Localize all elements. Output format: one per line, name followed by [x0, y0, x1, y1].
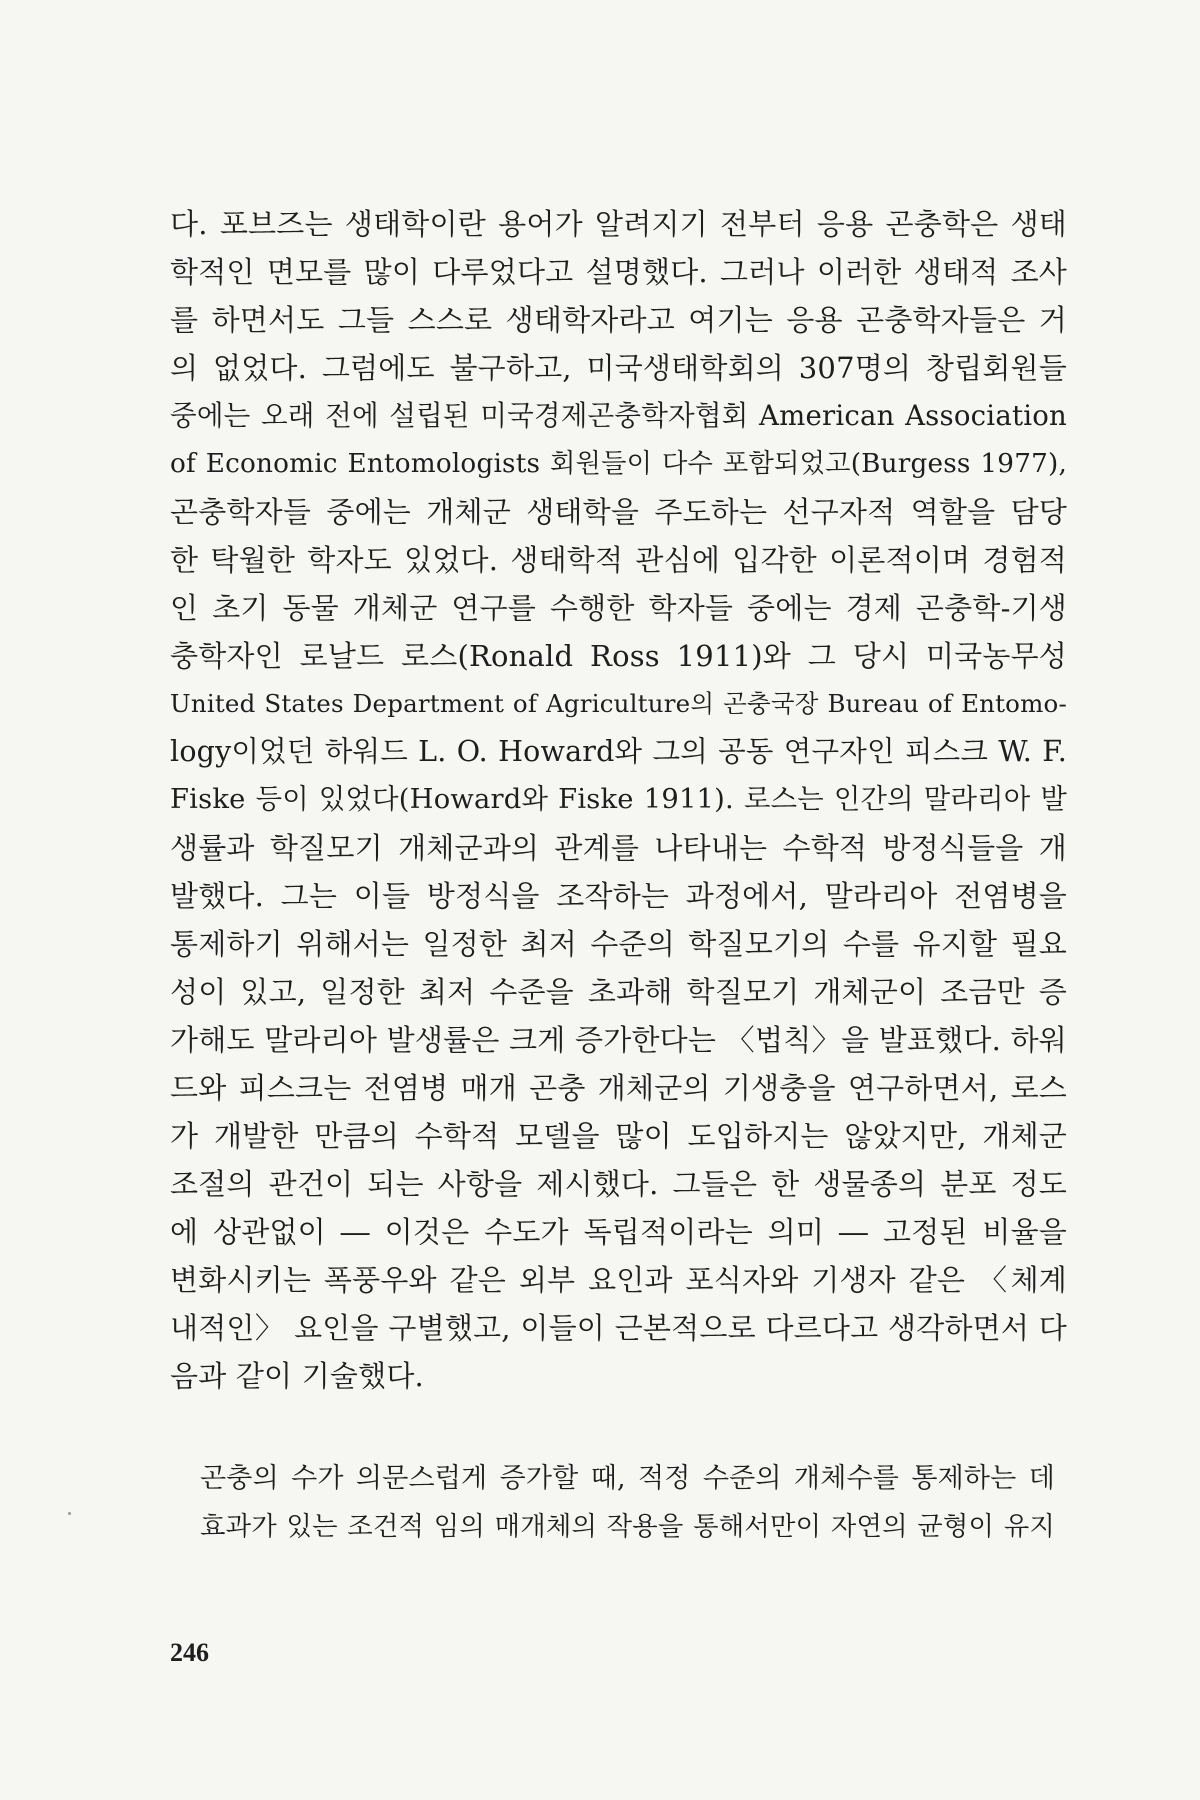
body-line: 곤충학자들 중에는 개체군 생태학을 주도하는 선구자적 역할을 담당 [170, 495, 1067, 529]
body-line: 가해도 말라리아 발생률은 크게 증가한다는 〈법칙〉을 발표했다. 하워 [170, 1023, 1067, 1057]
page-number: 246 [170, 1638, 209, 1667]
scan-speck [68, 1512, 71, 1515]
body-line-last: 음과 같이 기술했다. [170, 1359, 424, 1393]
quote-line: 곤충의 수가 의문스럽게 증가할 때, 적정 수준의 개체수를 통제하는 데 [200, 1463, 1055, 1494]
body-line: 다. 포브즈는 생태학이란 용어가 알려지기 전부터 응용 곤충학은 생태 [170, 207, 1067, 241]
body-line: 를 하면서도 그들 스스로 생태학자라고 여기는 응용 곤충학자들은 거 [170, 303, 1067, 337]
body-line: 의 없었다. 그럼에도 불구하고, 미국생태학회의 307명의 창립회원들 [170, 351, 1067, 385]
body-line: 중에는 오래 전에 설립된 미국경제곤충학자협회 American Association [170, 399, 1067, 432]
body-line: 가 개발한 만큼의 수학적 모델을 많이 도입하지는 않았지만, 개체군 [170, 1119, 1067, 1153]
body-line: 한 탁월한 학자도 있었다. 생태학적 관심에 입각한 이론적이며 경험적 [170, 543, 1067, 577]
body-line: 충학자인 로날드 로스(Ronald Ross 1911)와 그 당시 미국농무성 [170, 639, 1067, 673]
body-line: Fiske 등이 있었다(Howard와 Fiske 1911). 로스는 인간의 말라리아 발 [170, 784, 1067, 815]
body-line: of Economic Entomologists 회원들이 다수 포함되었고(Burgess 1977), [170, 449, 1067, 479]
block-quote [200, 1455, 1055, 1551]
quote-line: 효과가 있는 조건적 임의 매개체의 작용을 통해서만이 자연의 균형이 유지 [200, 1512, 1055, 1542]
body-line: 변화시키는 폭풍우와 같은 외부 요인과 포식자와 기생자 같은 〈체계 [170, 1263, 1067, 1297]
body-line: 발했다. 그는 이들 방정식을 조작하는 과정에서, 말라리아 전염병을 [170, 879, 1067, 913]
body-line: 성이 있고, 일정한 최저 수준을 초과해 학질모기 개체군이 조금만 증 [170, 975, 1067, 1009]
body-line: 학적인 면모를 많이 다루었다고 설명했다. 그러나 이러한 생태적 조사 [170, 255, 1067, 289]
body-line: 통제하기 위해서는 일정한 최저 수준의 학질모기의 수를 유지할 필요 [170, 927, 1067, 961]
body-line: 조절의 관건이 되는 사항을 제시했다. 그들은 한 생물종의 분포 정도 [170, 1167, 1067, 1201]
body-line: 인 초기 동물 개체군 연구를 수행한 학자들 중에는 경제 곤충학-기생 [170, 591, 1067, 625]
body-line: United States Department of Agriculture의 곤충국장 Bureau of Entomo- [170, 689, 1067, 718]
body-text [170, 200, 1067, 1400]
body-line: logy이었던 하워드 L. O. Howard와 그의 공동 연구자인 피스크 W. F. [170, 735, 1067, 768]
body-line: 에 상관없이 ― 이것은 수도가 독립적이라는 의미 ― 고정된 비율을 [170, 1215, 1067, 1249]
body-line: 생률과 학질모기 개체군과의 관계를 나타내는 수학적 방정식들을 개 [170, 831, 1067, 865]
body-line: 내적인〉 요인을 구별했고, 이들이 근본적으로 다르다고 생각하면서 다 [170, 1311, 1067, 1345]
body-line: 드와 피스크는 전염병 매개 곤충 개체군의 기생충을 연구하면서, 로스 [170, 1071, 1067, 1105]
